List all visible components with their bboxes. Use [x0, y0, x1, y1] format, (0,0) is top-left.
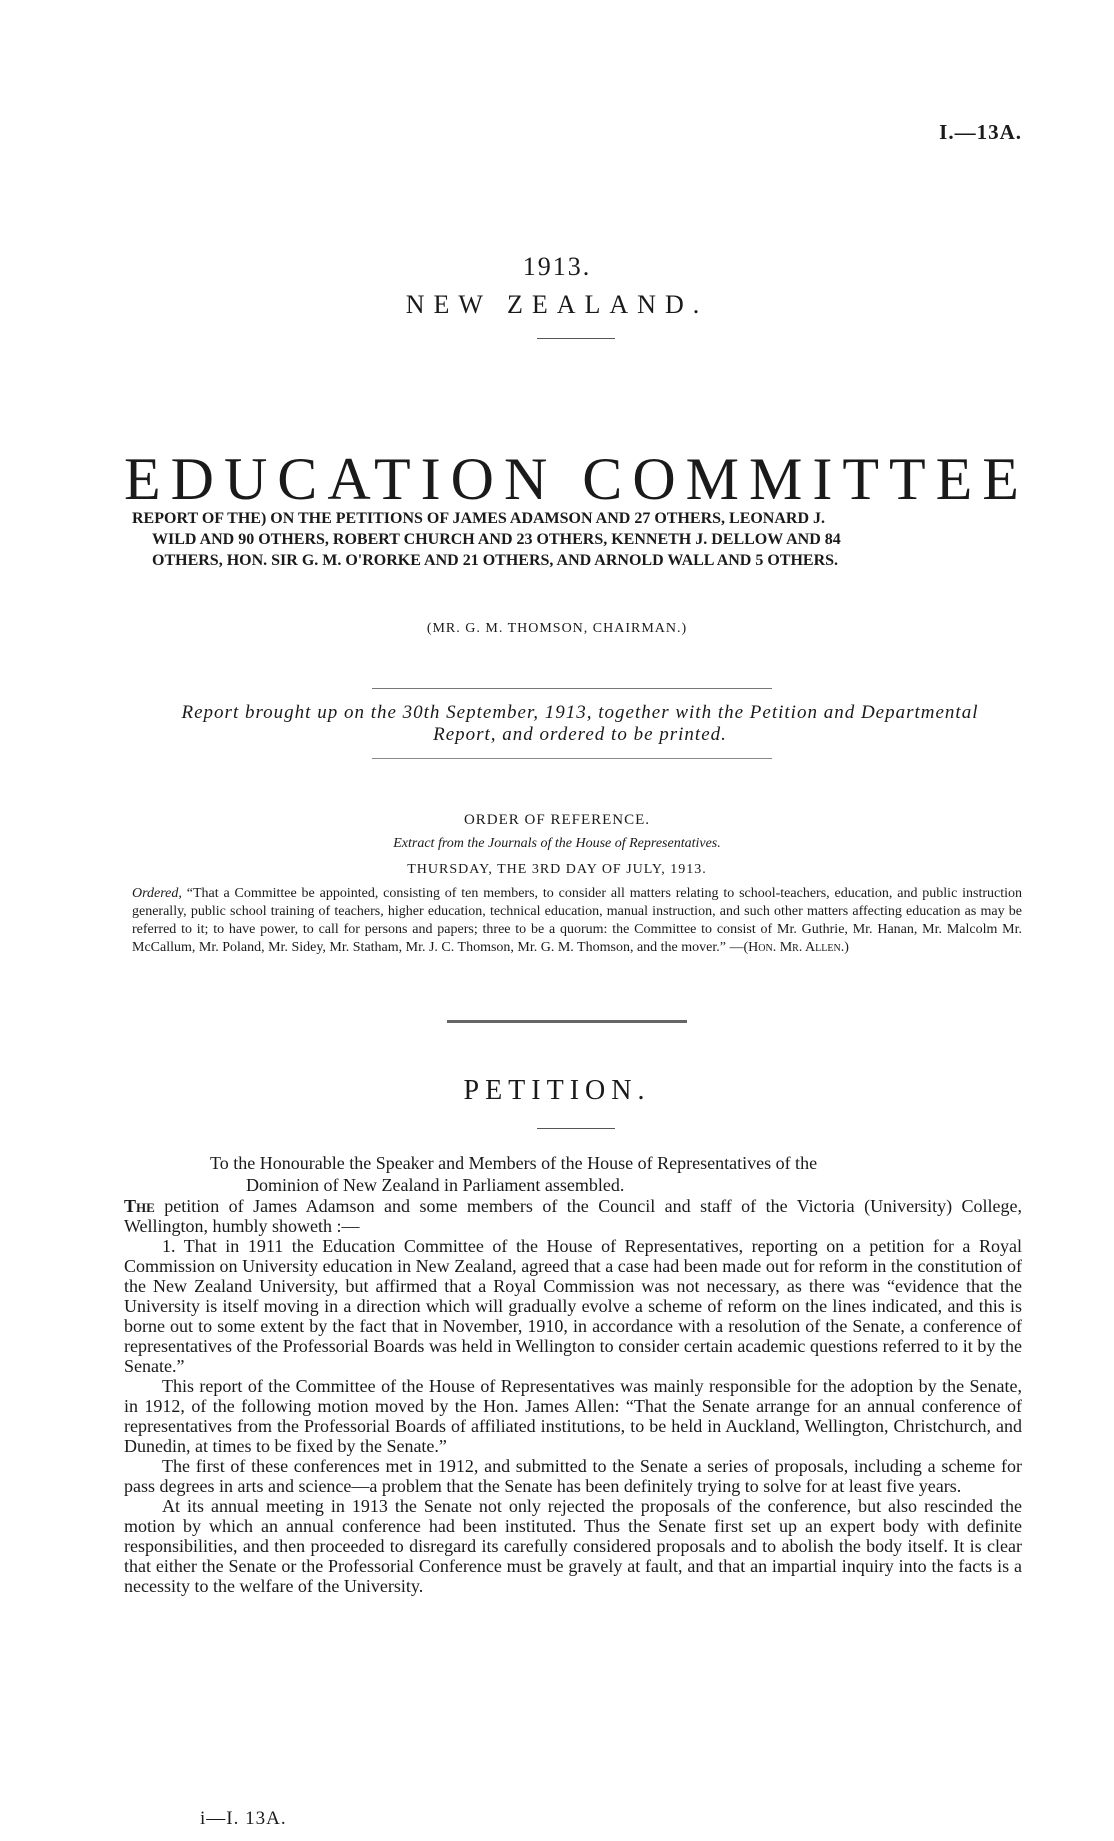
subtitle-line: REPORT OF THE) ON THE PETITIONS OF JAMES ADAMSON AND 27 OTHERS, LEONARD J.: [132, 510, 826, 527]
document-title: EDUCATION COMMITTEE: [124, 446, 1029, 512]
order-of-reference-heading: ORDER OF REFERENCE.: [463, 812, 651, 828]
subtitle-line: WILD AND 90 OTHERS, ROBERT CHURCH AND 23 OTHERS, KENNETH J. DELLOW AND 84: [152, 531, 841, 548]
divider: [447, 1020, 687, 1023]
order-date: THURSDAY, THE 3RD DAY OF JULY, 1913.: [407, 862, 707, 877]
intro-text: petition of James Adamson and some members of the Council and staff of the Victoria (University) College, Wellington, humbly showeth :—: [124, 1196, 1022, 1236]
petition-paragraph: 1. That in 1911 the Education Committee of the House of Representatives, reporting on a petition for a Royal Commission on University education in New Zealand, agreed that a case had been made out for reform in the constitution of the New Zealand University, but affirmed that a Royal Commission was not necessary, as there was “evidence that the University is itself moving in a direction which will gradually evolve a scheme of reform on the lines indicated, and this is borne out to some extent by the fact that in November, 1910, in accordance with a resolution of the Senate, a conference of representatives of the Professorial Boards was held in Wellington to consider certain academic questions referred to it by the Senate.”: [124, 1236, 1022, 1376]
footer-code: i—I. 13A.: [200, 1808, 287, 1829]
petition-body: [124, 1196, 1022, 1596]
order-body: “That a Committee be appointed, consisting of ten members, to consider all matters relating to school-teachers, education, and public instruction generally, public school training of teachers, higher education, technical education, manual instruction, and such other matters affecting education as may be referred to it; to have power, to call for persons and papers; three to be a quorum: the Committee to consist of Mr. Guthrie, Mr. Hanan, Mr. Malcolm Mr. McCallum, Mr. Poland, Mr. Sidey, Mr. Statham, Mr. J. C. Thomson, Mr. G. M. Thomson, and the mover.” —(: [132, 886, 1023, 955]
petition-heading: PETITION.: [463, 1075, 651, 1106]
divider: [372, 758, 772, 759]
petition-intro: [124, 1196, 1022, 1236]
order-label: Ordered,: [132, 886, 182, 901]
petition-paragraph: At its annual meeting in 1913 the Senate not only rejected the proposals of the conference, but also rescinded the motion by which an annual conference had been instituted. Thus the Senate first set up an expert body with definite responsibilities, and then proceeded to disregard its carefully considered proposals and to abolish the body itself. It is clear that either the Senate or the Professorial Conference must be gravely at fault, and that an impartial inquiry into the facts is a necessity to the welfare of the University.: [124, 1496, 1022, 1596]
lead-word: The: [124, 1196, 155, 1216]
report-brought-line: Report brought up on the 30th September, 1913, together with the Petition and Departmental: [181, 702, 979, 723]
document-subtitle: [132, 508, 1024, 571]
address-line: Dominion of New Zealand in Parliament assembled.: [246, 1175, 625, 1195]
report-brought-line: Report, and ordered to be printed.: [433, 724, 727, 745]
petition-paragraph: This report of the Committee of the House of Representatives was mainly responsible for the adoption by the Senate, in 1912, of the following motion moved by the Hon. James Allen: “That the Senate arrange for an annual conference of representatives from the Professorial Boards of affiliated institutions, to be held in Auckland, Wellington, Christchurch, and Dunedin, at times to be fixed by the Senate.”: [124, 1376, 1022, 1456]
order-text: [132, 885, 1022, 957]
divider: [537, 338, 615, 339]
report-brought-note: [140, 702, 1020, 746]
chairman-line: (MR. G. M. THOMSON, CHAIRMAN.): [426, 621, 688, 636]
page-code: I.—13A.: [939, 120, 1022, 144]
order-mover: Hon. Mr. Allen: [748, 940, 841, 955]
order-close: .): [840, 940, 849, 955]
divider: [537, 1128, 615, 1129]
address-line: To the Honourable the Speaker and Members of the House of Representatives of the: [210, 1153, 818, 1173]
petition-address: [210, 1152, 1022, 1196]
divider: [372, 688, 772, 689]
subtitle-line: OTHERS, HON. SIR G. M. O'RORKE AND 21 OTHERS, AND ARNOLD WALL AND 5 OTHERS.: [152, 552, 839, 569]
country: NEW ZEALAND.: [405, 290, 709, 319]
extract-line: Extract from the Journals of the House of Representatives.: [393, 836, 721, 851]
year: 1913.: [522, 252, 592, 281]
petition-paragraph: The first of these conferences met in 1912, and submitted to the Senate a series of proposals, including a scheme for pass degrees in arts and science—a problem that the Senate has been definitely trying to solve for at least five years.: [124, 1456, 1022, 1496]
